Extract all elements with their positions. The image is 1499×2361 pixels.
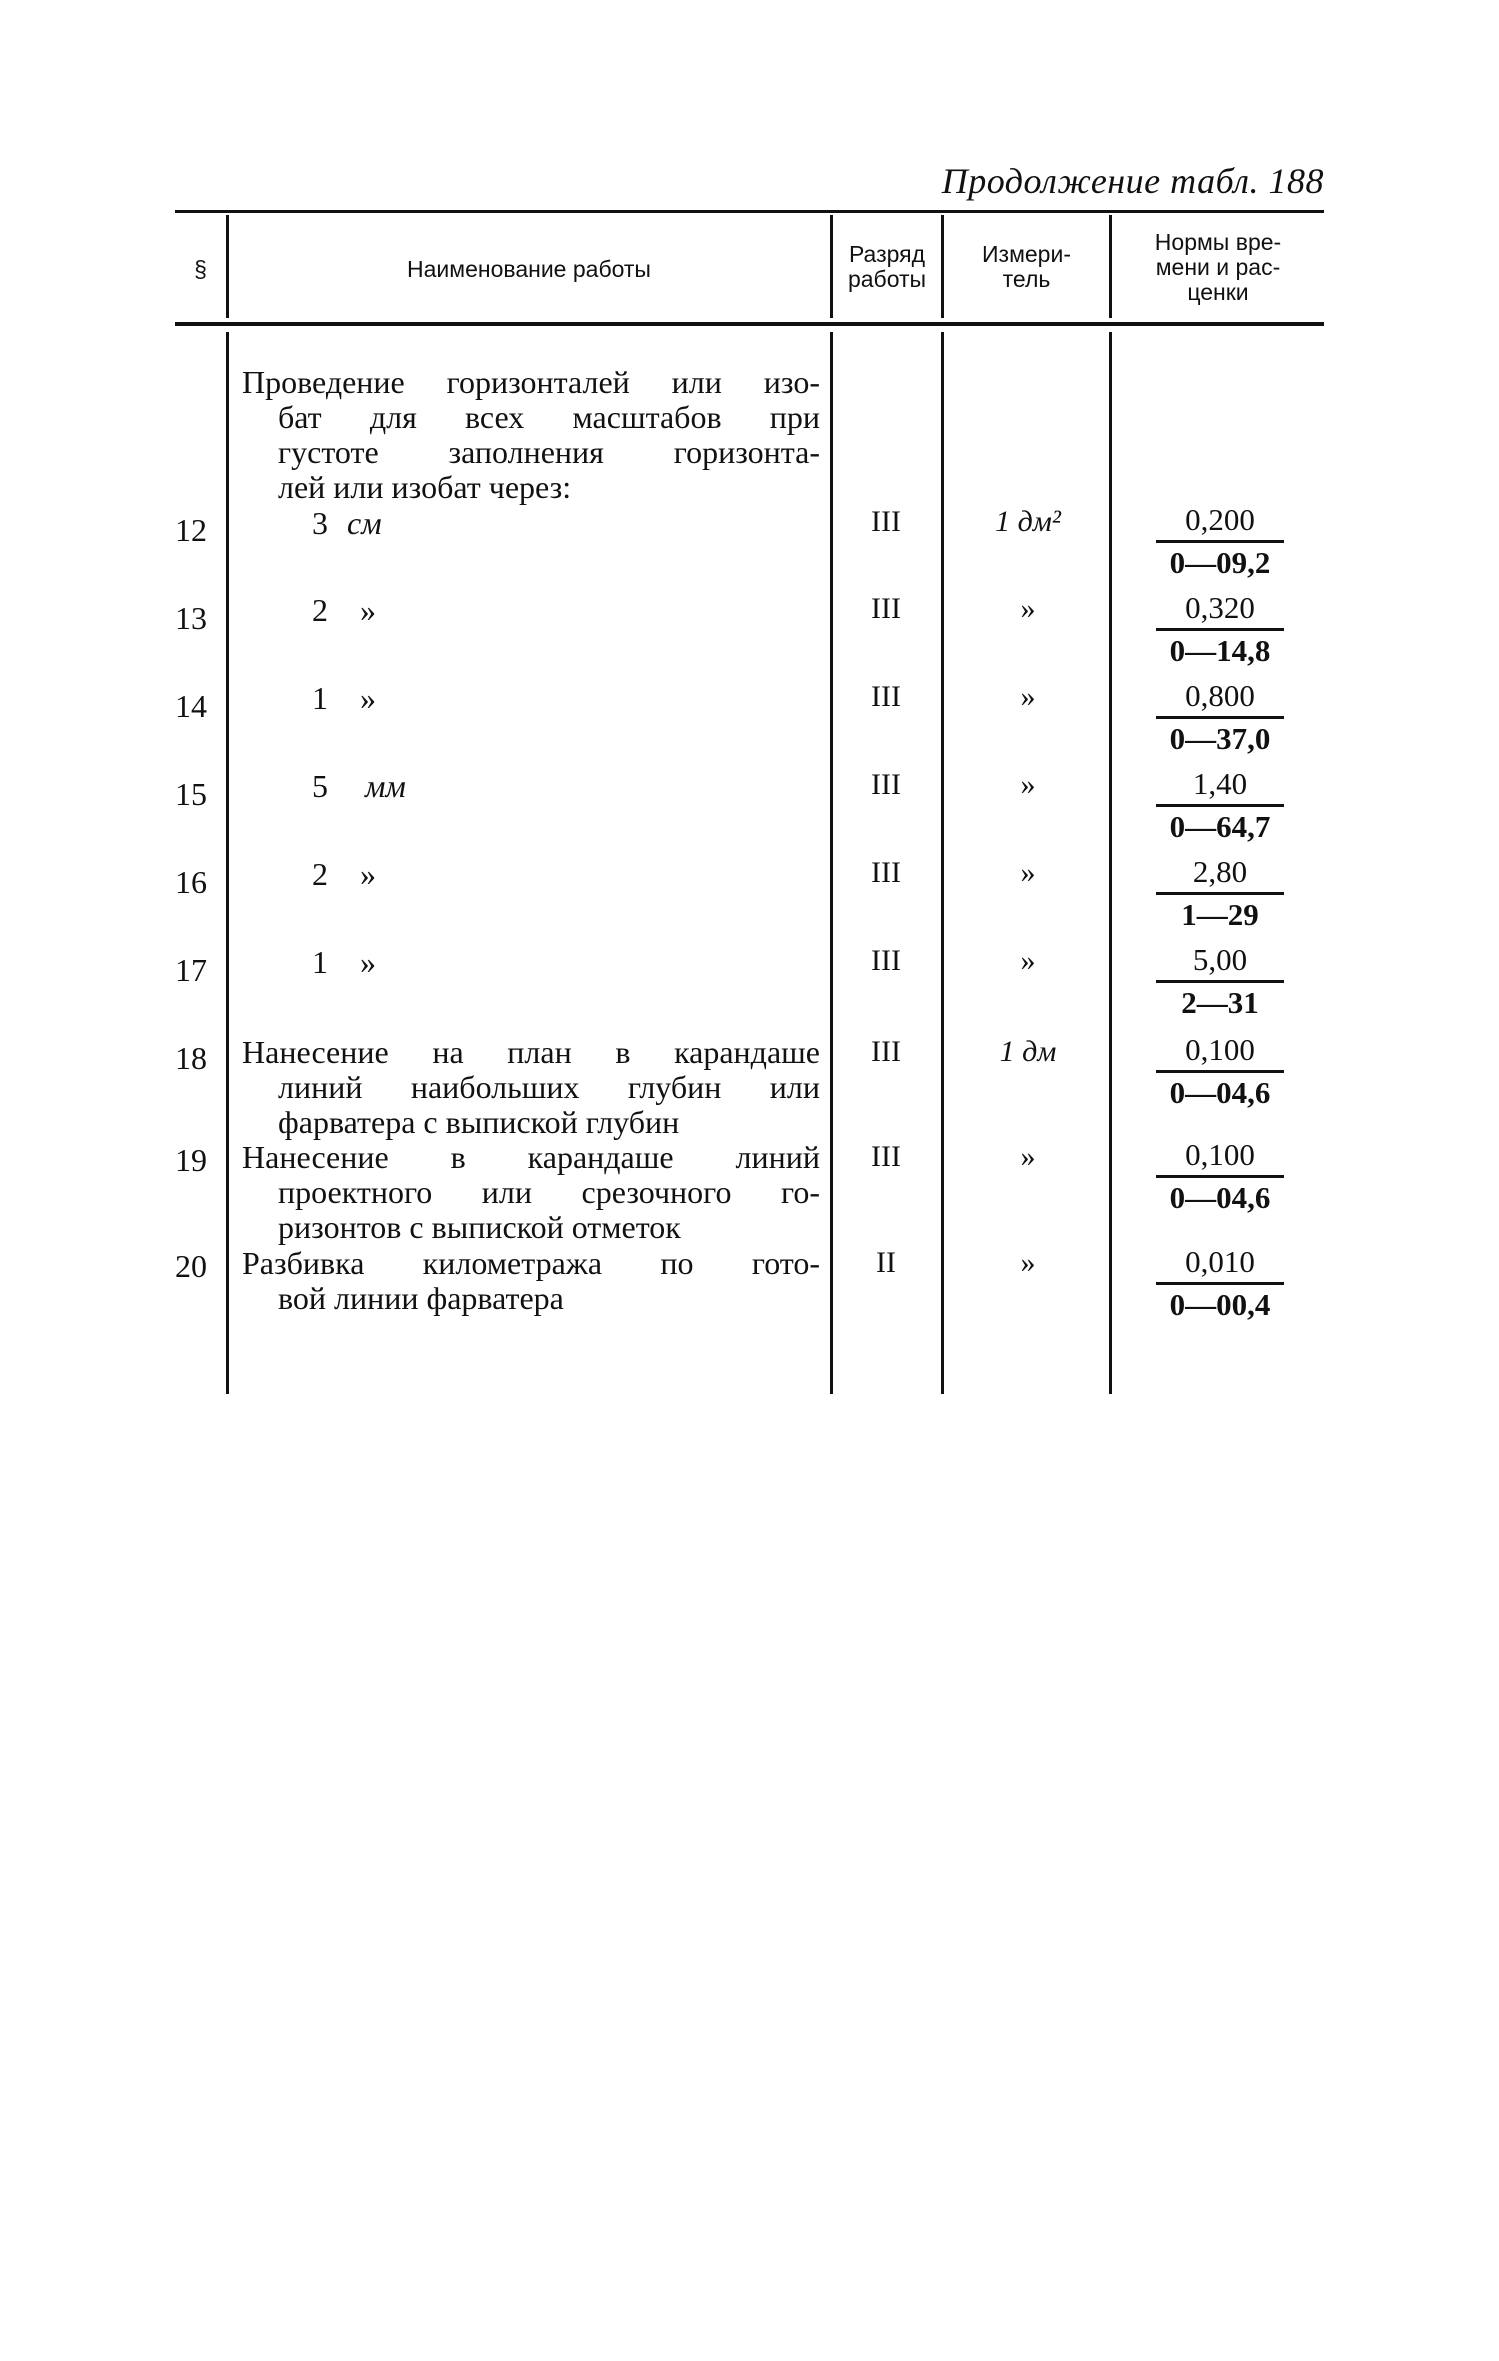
- norm-rate: 0—64,7: [1169, 809, 1271, 844]
- text-line: фарватера с выпиской глубин: [278, 1104, 680, 1140]
- norm-rate: 1—29: [1181, 897, 1259, 932]
- norm-value: [1150, 940, 1290, 1021]
- ditto-mark: »: [360, 856, 376, 892]
- work-rank: III: [871, 1035, 901, 1068]
- measure-unit: »: [1020, 680, 1036, 713]
- work-rank: III: [871, 505, 901, 538]
- norm-rate: 0—04,6: [1169, 1180, 1271, 1215]
- header-section: §: [194, 256, 207, 282]
- row-number: 17: [175, 952, 207, 988]
- header-norm-line: мени и рас-: [1155, 254, 1281, 280]
- norm-value: [1150, 588, 1290, 669]
- text-line: Нанесение на план в карандаше: [242, 1034, 820, 1070]
- header-norm-line: Нормы вре-: [1154, 229, 1282, 255]
- spacing-value: 2: [312, 856, 328, 892]
- work-rank: III: [871, 1140, 901, 1173]
- norm-value: [1150, 676, 1290, 757]
- norm-value: [1150, 1030, 1290, 1111]
- measure-unit: »: [1020, 1140, 1036, 1173]
- work-rank: III: [871, 944, 901, 977]
- ditto-mark: »: [360, 944, 376, 980]
- header-norm-line: ценки: [1187, 279, 1249, 305]
- column-divider: [226, 332, 229, 1394]
- work-rank: III: [871, 768, 901, 801]
- work-rank: III: [871, 680, 901, 713]
- header-unit-line: тель: [1002, 266, 1051, 292]
- header-unit: [944, 242, 1109, 292]
- norm-value: [1150, 1242, 1290, 1323]
- norm-value: [1150, 1135, 1290, 1216]
- text-line: Разбивка километража по гото-: [242, 1245, 820, 1281]
- text-line: лей или изобат через:: [278, 469, 572, 505]
- norm-rate: 0—04,6: [1169, 1075, 1271, 1110]
- text-line: вой линии фарватера: [278, 1280, 564, 1316]
- header-rank-line: работы: [847, 266, 927, 292]
- row-number: 20: [175, 1248, 207, 1284]
- norm-time: 1,40: [1192, 766, 1248, 801]
- norm-time: 5,00: [1192, 942, 1248, 977]
- norm-value: [1150, 852, 1290, 933]
- spacing-unit: мм: [365, 768, 406, 804]
- norm-value: [1150, 764, 1290, 845]
- spacing-unit: см: [347, 505, 382, 541]
- work-rank: III: [871, 856, 901, 889]
- text-line: Нанесение в карандаше линий: [242, 1139, 820, 1175]
- row-number: 18: [175, 1040, 207, 1076]
- work-rank: III: [871, 592, 901, 625]
- norm-time: 0,800: [1185, 678, 1255, 713]
- norm-value: [1150, 500, 1290, 581]
- intro-text: [242, 365, 820, 505]
- header-name: Наименование работы: [407, 256, 651, 282]
- norm-rate: 0—09,2: [1169, 545, 1271, 580]
- text-line: проектного или срезочного го-: [278, 1174, 820, 1210]
- table-top-rule: [175, 210, 1324, 213]
- row-number: 19: [175, 1142, 207, 1178]
- norm-time: 0,200: [1185, 502, 1255, 537]
- text-line: ризонтов с выпиской отметок: [278, 1209, 681, 1245]
- norm-time: 0,010: [1185, 1244, 1255, 1279]
- spacing-value: 1: [312, 680, 328, 716]
- header-norm: [1112, 230, 1324, 305]
- header-unit-line: Измери-: [982, 241, 1071, 267]
- measure-unit: »: [1020, 856, 1036, 889]
- measure-unit: »: [1020, 592, 1036, 625]
- norm-time: 0,320: [1185, 590, 1255, 625]
- column-divider: [1109, 332, 1112, 1394]
- table-caption: Продолжение табл. 188: [941, 161, 1324, 201]
- norm-rate: 2—31: [1181, 985, 1259, 1020]
- ditto-mark: »: [360, 680, 376, 716]
- norm-rate: 0—14,8: [1169, 633, 1271, 668]
- text-line: Проведение горизонталей или изо-: [242, 364, 820, 400]
- norm-time: 0,100: [1185, 1032, 1255, 1067]
- row-number: 16: [175, 864, 207, 900]
- measure-unit: »: [1020, 1246, 1036, 1279]
- work-name: [242, 1035, 820, 1140]
- header-rank-line: Разряд: [848, 241, 926, 267]
- row-number: 12: [175, 512, 207, 548]
- header-rank: [833, 242, 941, 292]
- header-bottom-rule: [175, 322, 1324, 326]
- column-divider: [830, 332, 833, 1394]
- norm-rate: 0—00,4: [1169, 1287, 1271, 1322]
- spacing-value: 5: [312, 768, 328, 804]
- measure-unit: 1 дм: [999, 1035, 1057, 1068]
- work-rank: II: [876, 1246, 896, 1279]
- text-line: бат для всех масштабов при: [278, 399, 820, 435]
- spacing-value: 1: [312, 944, 328, 980]
- spacing-value: 3: [312, 505, 328, 541]
- row-number: 14: [175, 688, 207, 724]
- row-number: 15: [175, 776, 207, 812]
- row-number: 13: [175, 600, 207, 636]
- measure-unit: »: [1020, 768, 1036, 801]
- spacing-value: 2: [312, 592, 328, 628]
- column-divider: [941, 332, 944, 1394]
- norm-time: 0,100: [1185, 1137, 1255, 1172]
- text-line: линий наибольших глубин или: [278, 1069, 820, 1105]
- measure-unit: 1 дм²: [995, 505, 1061, 538]
- column-divider: [226, 215, 229, 318]
- ditto-mark: »: [360, 592, 376, 628]
- norm-time: 2,80: [1192, 854, 1248, 889]
- norm-rate: 0—37,0: [1169, 721, 1271, 756]
- text-line: густоте заполнения горизонта-: [278, 434, 820, 470]
- measure-unit: »: [1020, 944, 1036, 977]
- work-name: [242, 1246, 820, 1316]
- work-name: [242, 1140, 820, 1245]
